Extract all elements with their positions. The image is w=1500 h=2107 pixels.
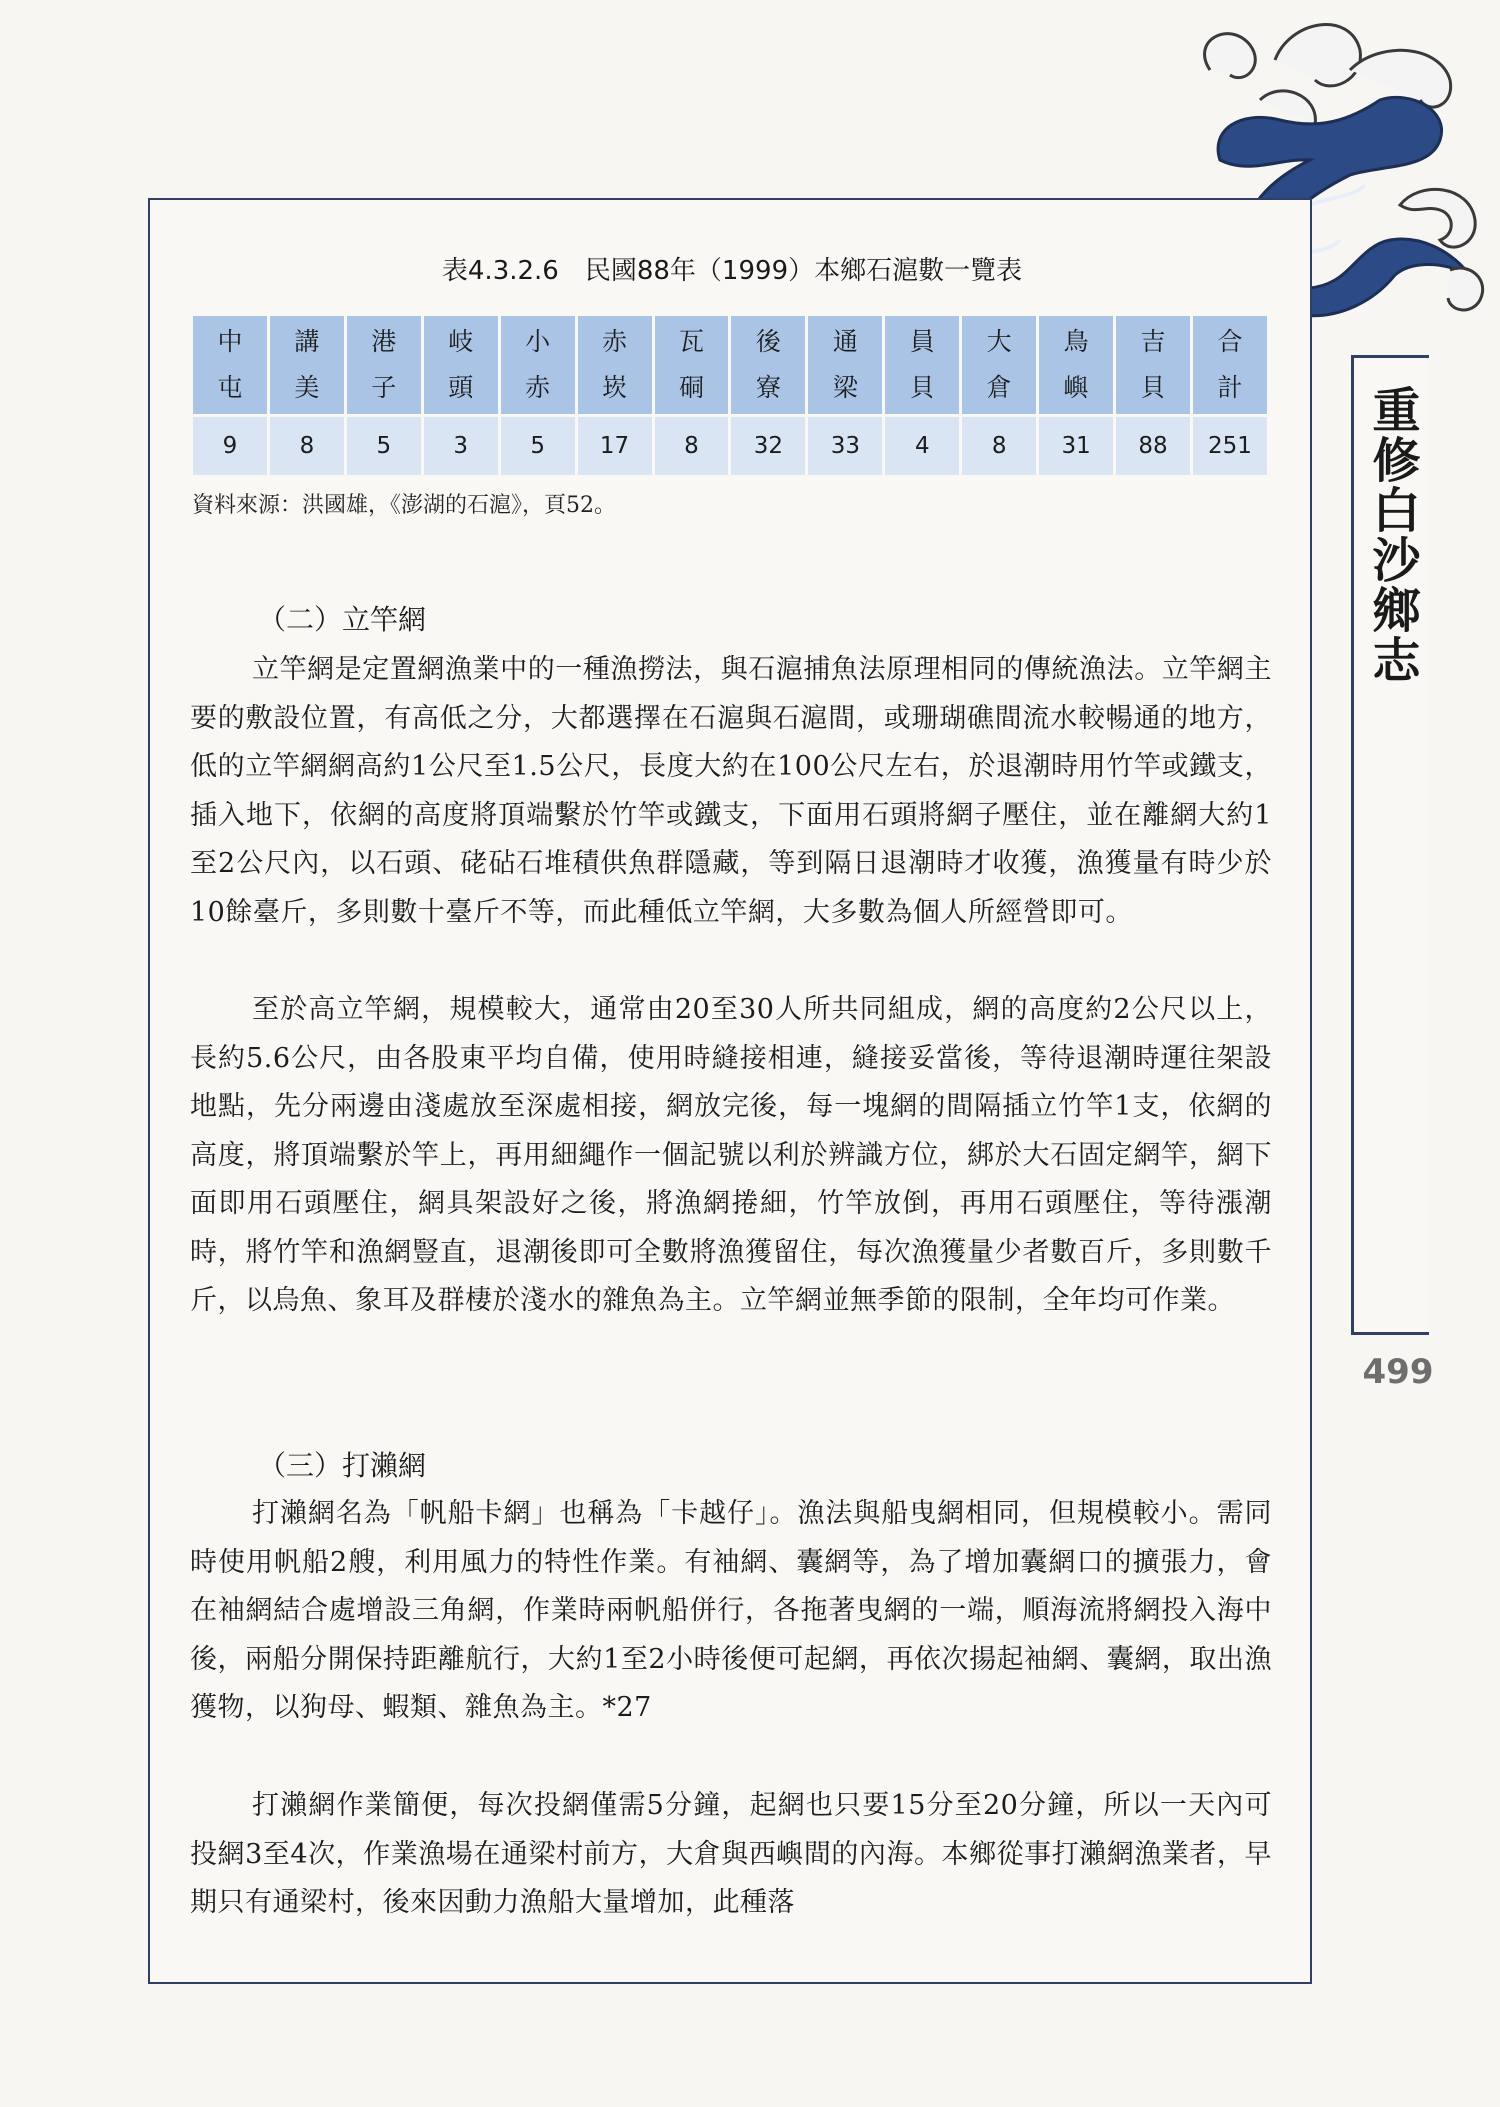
paragraph: 至於高立竿網，規模較大，通常由20至30人所共同組成，網的高度約2公尺以上，長約5.6公尺，由各股東平均自備，使用時縫接相連，縫接妥當後，等待退潮時運往架設地點，先分兩邊由淺處放至深處相接，網放完後，每一塊網的間隔插立竹竿1支，依網的高度，將頂端繫於竿上，再用細繩作一個記號以利於辨識方位，綁於大石固定網竿，網下面即用石頭壓住，網具架設好之後，將漁網捲細，竹竿放倒，再用石頭壓住，等待漲潮時，將竹竿和漁網豎直，退潮後即可全數將漁獲留住，每次漁獲量少者數百斤，多則數千斤，以烏魚、象耳及群棲於淺水的雜魚為主。立竿網並無季節的限制，全年均可作業。 bbox=[190, 994, 1272, 1316]
section-heading-standing-pole-net: （二）立竿網 bbox=[258, 603, 427, 636]
table-source-note: 資料來源：洪國雄，《澎湖的石滬》，頁52。 bbox=[192, 493, 616, 518]
table-header-row bbox=[193, 316, 1267, 414]
page-number: 499 bbox=[1362, 1352, 1434, 1392]
table-header-cell: 中 屯 bbox=[193, 316, 267, 414]
table-cell: 9 bbox=[193, 414, 267, 475]
table-cell: 251 bbox=[1193, 414, 1267, 475]
section-heading-trawl-net: （三）打瀨網 bbox=[258, 1449, 427, 1482]
table-header-cell: 員 貝 bbox=[885, 316, 959, 414]
table-cell: 31 bbox=[1039, 414, 1113, 475]
table-cell: 4 bbox=[885, 414, 959, 475]
book-title: 重修白沙鄉志 bbox=[1364, 385, 1420, 685]
table-header-cell: 瓦 硐 bbox=[655, 316, 729, 414]
reef-weir-count-table bbox=[190, 316, 1270, 475]
table-cell: 5 bbox=[347, 414, 421, 475]
table-header-cell: 通 梁 bbox=[808, 316, 882, 414]
table-caption: 表4.3.2.6 民國88年（1999）本鄉石滬數一覽表 bbox=[441, 256, 1023, 286]
table-cell: 88 bbox=[1116, 414, 1190, 475]
table-header-cell: 合 計 bbox=[1193, 316, 1267, 414]
table-cell: 8 bbox=[655, 414, 729, 475]
table-header-cell: 岐 頭 bbox=[424, 316, 498, 414]
table-header-cell: 大 倉 bbox=[962, 316, 1036, 414]
paragraph: 立竿網是定置網漁業中的一種漁撈法，與石滬捕魚法原理相同的傳統漁法。立竿網主要的敷設位置，有高低之分，大都選擇在石滬與石滬間，或珊瑚礁間流水較暢通的地方，低的立竿網網高約1公尺至1.5公尺，長度大約在100公尺左右，於退潮時用竹竿或鐵支，插入地下，依網的高度將頂端繫於竹竿或鐵支，下面用石頭將網子壓住，並在離網大約1至2公尺內，以石頭、硓砧石堆積供魚群隱藏，等到隔日退潮時才收獲，漁獲量有時少於10餘臺斤，多則數十臺斤不等，而此種低立竿網，大多數為個人所經營即可。 bbox=[190, 654, 1272, 928]
table-header-cell: 講 美 bbox=[270, 316, 344, 414]
table-cell: 8 bbox=[962, 414, 1036, 475]
table-header-cell: 小 赤 bbox=[501, 316, 575, 414]
table-cell: 5 bbox=[501, 414, 575, 475]
table-cell: 33 bbox=[808, 414, 882, 475]
table-cell: 8 bbox=[270, 414, 344, 475]
table-cell: 17 bbox=[578, 414, 652, 475]
paragraph: 打瀨網作業簡便，每次投網僅需5分鐘，起網也只要15分至20分鐘，所以一天內可投網3至4次，作業漁場在通梁村前方，大倉與西嶼間的內海。本鄉從事打瀨網漁業者，早期只有通梁村，後來因動力漁船大量增加，此種落 bbox=[190, 1790, 1272, 1918]
table-cell: 3 bbox=[424, 414, 498, 475]
table-header-cell: 鳥 嶼 bbox=[1039, 316, 1113, 414]
table-row bbox=[193, 414, 1267, 475]
paragraph: 打瀨網名為「帆船卡網」也稱為「卡越仔」。漁法與船曳網相同，但規模較小。需同時使用帆船2艘，利用風力的特性作業。有袖網、囊網等，為了增加囊網口的擴張力，會在袖網結合處增設三角網，作業時兩帆船併行，各拖著曳網的一端，順海流將網投入海中後，兩船分開保持距離航行，大約1至2小時後便可起網，再依次揚起袖網、囊網，取出漁獲物，以狗母、蝦類、雜魚為主。*27 bbox=[190, 1498, 1272, 1723]
table-header-cell: 吉 貝 bbox=[1116, 316, 1190, 414]
table-header-cell: 赤 崁 bbox=[578, 316, 652, 414]
table-header-cell: 後 寮 bbox=[731, 316, 805, 414]
table-cell: 32 bbox=[731, 414, 805, 475]
table-header-cell: 港 子 bbox=[347, 316, 421, 414]
